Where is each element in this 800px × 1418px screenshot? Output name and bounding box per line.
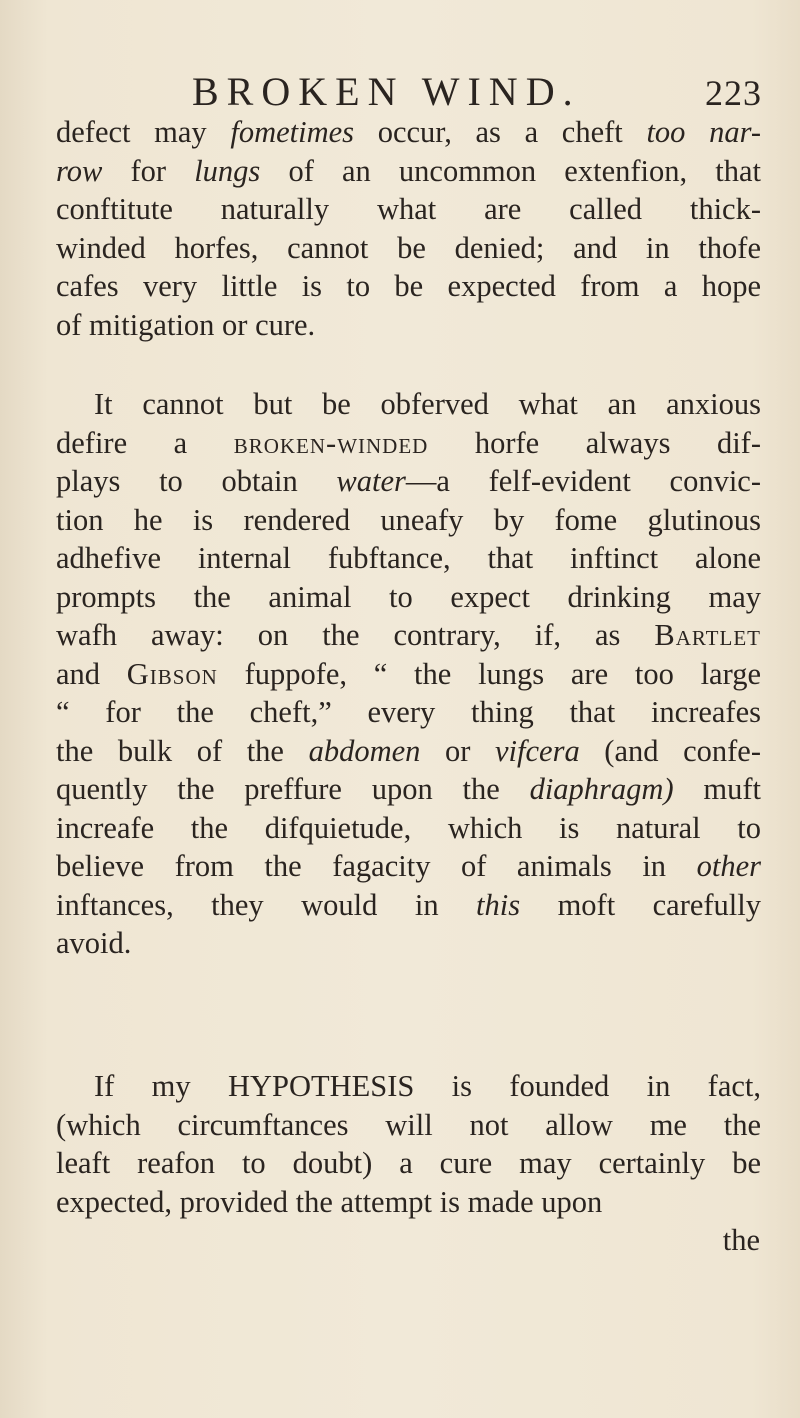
text-run: defect may <box>56 115 231 149</box>
text-run: fuppofe, “ the lungs are too large <box>217 656 761 691</box>
text-line <box>56 847 761 886</box>
text-run: or <box>420 733 496 768</box>
small-caps-text: broken-winded <box>233 425 429 460</box>
running-title: BROKEN WIND. <box>192 69 581 114</box>
text-run: increafe the difquietude, which is natural to <box>56 810 761 845</box>
text-line <box>56 424 761 463</box>
text-run: avoid. <box>56 926 132 960</box>
italic-text: row <box>56 153 103 188</box>
paragraph-1 <box>56 113 761 344</box>
text-run: tion he is rendered uneafy by fome glutinous <box>56 502 761 537</box>
italic-text: abdomen <box>308 733 421 768</box>
text-run: muft <box>673 772 761 806</box>
text-run: prompts the animal to expect drinking may <box>56 579 761 614</box>
text-line <box>56 1106 761 1145</box>
text-run: the bulk of the <box>56 733 309 768</box>
italic-text: lungs <box>194 153 261 188</box>
text-line <box>56 578 761 617</box>
italic-text: too nar- <box>646 115 761 149</box>
text-run: for <box>102 153 195 188</box>
text-line <box>56 809 761 848</box>
text-run: —a felf-evident convic- <box>405 464 762 498</box>
text-line <box>56 655 761 694</box>
catchword: the <box>722 1223 760 1257</box>
text-line <box>56 1067 761 1106</box>
text-run: quently the preffure upon the <box>56 772 530 806</box>
italic-text: diaphragm) <box>529 772 674 806</box>
text-run: plays to obtain <box>56 464 337 498</box>
text-line <box>56 539 761 578</box>
text-line <box>56 886 761 925</box>
small-caps-text: Gibson <box>126 656 218 691</box>
text-run: If my HYPOTHESIS is founded in fact, <box>94 1069 761 1103</box>
text-run: horfe always dif- <box>428 425 761 460</box>
text-run: occur, as a cheft <box>354 115 647 149</box>
text-run: “ for the cheft,” every thing that increafes <box>56 695 761 729</box>
text-line <box>56 385 761 424</box>
text-run: and <box>56 656 127 691</box>
text-line <box>56 616 761 655</box>
text-run: inftances, they would in <box>56 887 477 922</box>
text-run: believe from the fagacity of animals in <box>56 849 697 883</box>
text-run: It cannot but be obferved what an anxious <box>94 387 761 421</box>
text-line <box>56 267 761 306</box>
text-run: conftitute naturally what are called thick- <box>56 192 761 226</box>
text-line <box>56 732 761 771</box>
text-line <box>56 190 761 229</box>
text-run: leaft reafon to doubt) a cure may certainly be <box>56 1146 761 1180</box>
text-run: of mitigation or cure. <box>56 307 316 342</box>
text-line <box>56 152 761 191</box>
page-number: 223 <box>705 73 762 113</box>
text-line <box>56 1144 761 1183</box>
text-line <box>56 306 761 345</box>
text-run: cafes very little is to be expected from a hope <box>56 269 761 303</box>
italic-text: water <box>336 464 406 498</box>
text-run: adhefive internal fubftance, that inftinct alone <box>56 541 761 575</box>
paragraph-3 <box>56 1067 761 1221</box>
italic-text: other <box>696 849 761 883</box>
text-line <box>56 693 761 732</box>
paragraph-2 <box>56 385 761 963</box>
text-run: (which circumftances will not allow me the <box>56 1107 761 1142</box>
text-run: defire a <box>56 425 234 460</box>
text-line <box>56 1183 761 1222</box>
text-line <box>56 229 761 268</box>
text-run: moft carefully <box>520 887 761 922</box>
small-caps-text: Bartlet <box>654 618 761 652</box>
italic-text: fometimes <box>230 115 355 149</box>
text-run: (and confe- <box>579 733 761 768</box>
text-line <box>56 462 761 501</box>
text-run: of an uncommon extenfion, that <box>260 153 761 188</box>
text-run: wafh away: on the contrary, if, as <box>56 618 655 652</box>
text-line <box>56 113 761 152</box>
text-run: winded horfes, cannot be denied; and in thofe <box>56 230 761 265</box>
italic-text: vifcera <box>495 733 580 768</box>
italic-text: this <box>476 887 521 922</box>
text-line <box>56 924 761 963</box>
text-run: expected, provided the attempt is made upon <box>56 1184 603 1219</box>
running-header <box>192 68 762 118</box>
text-line <box>56 501 761 540</box>
text-line <box>56 770 761 809</box>
